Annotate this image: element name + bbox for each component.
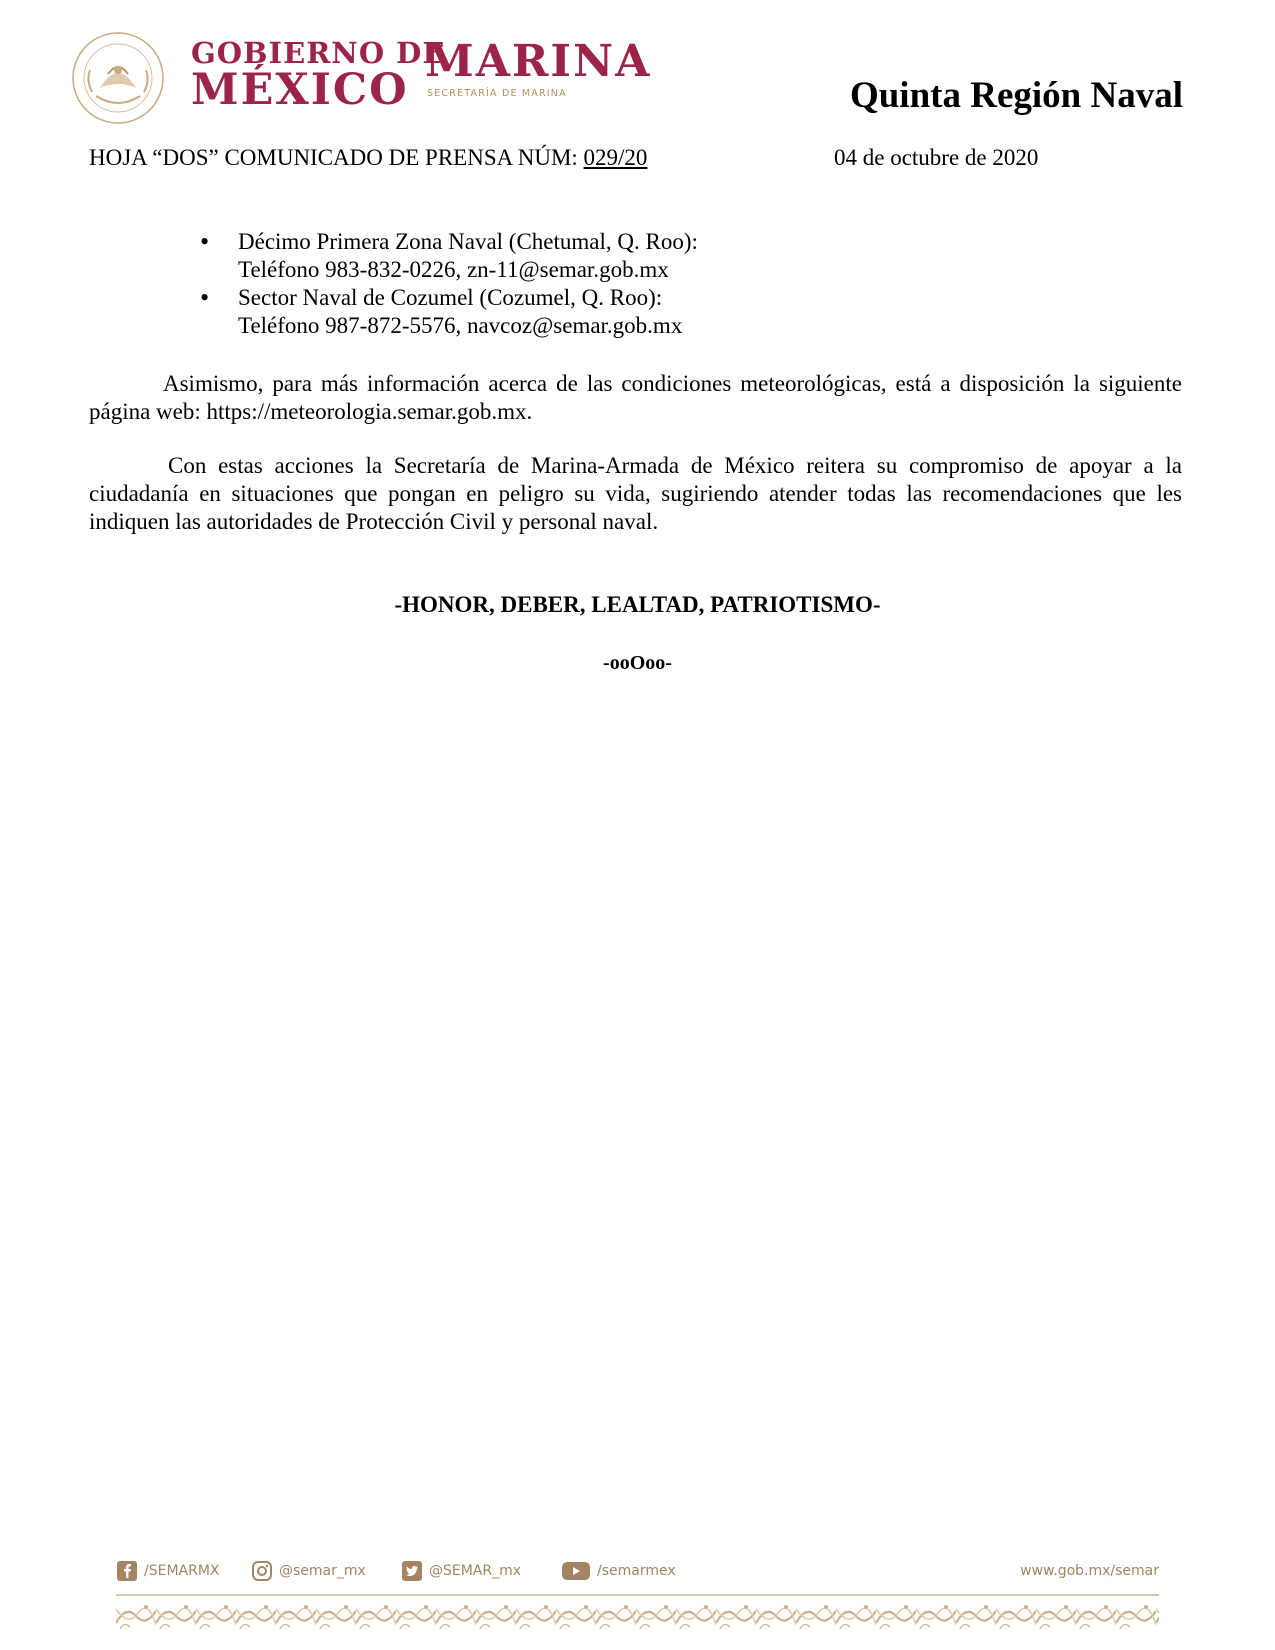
footer-social-bar [116,1558,1159,1584]
contact-phone-email: Teléfono 987-872-5576, navcoz@semar.gob.mx [238,313,683,338]
decorative-pattern-band [116,1601,1159,1631]
facebook-handle: /SEMARMX [144,1563,220,1579]
marina-title: MARINA [425,36,652,87]
marina-subtitle: SECRETARÍA DE MARINA [427,88,567,99]
youtube-icon [561,1560,591,1582]
motto: -HONOR, DEBER, LEALTAD, PATRIOTISMO- [394,592,881,617]
list-item [238,284,698,340]
sheet-prefix: HOJA “DOS” COMUNICADO DE PRENSA NÚM: [89,145,584,170]
contact-phone-email: Teléfono 983-832-0226, zn-11@semar.gob.mx [238,257,669,282]
press-release-number: 029/20 [583,145,648,170]
instagram-handle: @semar_mx [279,1563,366,1579]
national-seal-icon [70,30,166,126]
contact-office: • Sector Naval de Cozumel (Cozumel, Q. Roo): [238,285,663,310]
press-release-date: 04 de octubre de 2020 [834,145,1039,170]
youtube-handle: /semarmex [597,1563,676,1579]
paragraph-weather-info: Asimismo, para más información acerca de las condiciones meteorológicas, está a disposición la siguiente página web: https://meteorologia.semar.gob.mx. [89,371,1182,424]
gobierno-line: GOBIERNO DE [191,36,446,70]
twitter-handle: @SEMAR_mx [429,1563,522,1579]
instagram-icon [251,1560,273,1582]
twitter-icon [401,1560,423,1582]
gobierno-de-mexico-logo [191,36,446,115]
twitter-link[interactable] [401,1558,521,1584]
contact-office: • Décimo Primera Zona Naval (Chetumal, Q. Roo): [238,229,698,254]
contact-list [238,228,698,340]
list-item [238,228,698,284]
instagram-link[interactable] [251,1558,366,1584]
region-title: Quinta Región Naval [849,75,1183,116]
facebook-link[interactable] [116,1558,220,1584]
paragraph-commitment: Con estas acciones la Secretaría de Marina-Armada de México reitera su compromiso de apoyar a la ciudadanía en situaciones que pongan en peligro su vida, sugiriendo atender todas las recomendaciones que les indiquen las autoridades de Protección Civil y personal naval. [89,453,1182,534]
marina-logo [425,38,651,99]
closing-mark: -ooOoo- [603,652,672,674]
ornament-pattern-icon [116,1601,1159,1631]
youtube-link[interactable] [561,1558,676,1584]
mexico-line: MÉXICO [191,65,409,115]
facebook-icon [116,1560,138,1582]
website-link[interactable]: www.gob.mx/semar [1020,1563,1159,1579]
press-release-sheet-line [89,145,647,171]
footer-divider [116,1594,1159,1596]
